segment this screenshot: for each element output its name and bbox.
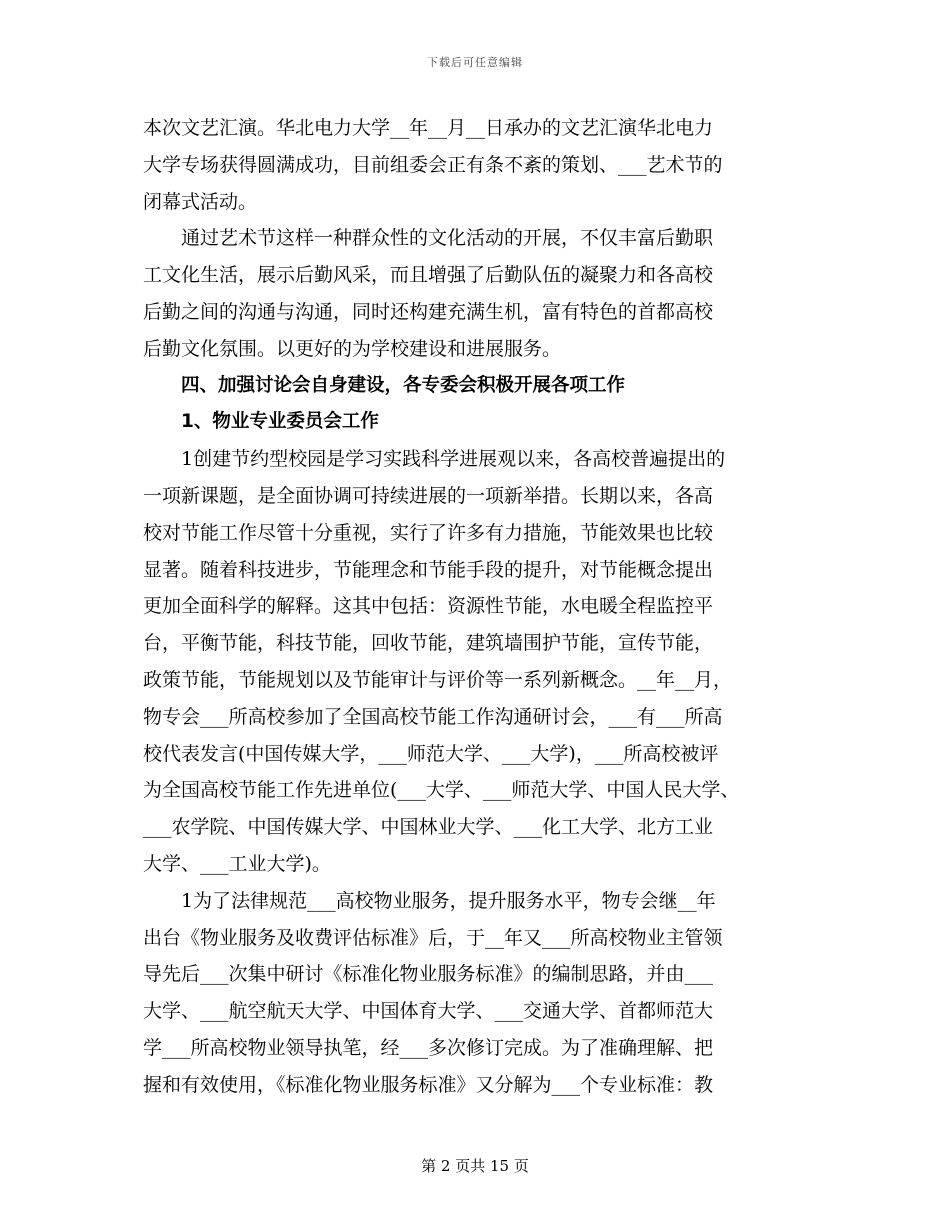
text-line: 出台《物业服务及收费评估标准》后，于__年又___所高校物业主管领: [143, 926, 723, 949]
text-line: 大学专场获得圆满成功，目前组委会正有条不紊的策划、___艺术节的: [143, 153, 723, 176]
text-line: 1为了法律规范___高校物业服务，提升服务水平，物专会继__年: [181, 889, 716, 912]
text-line: 物专会___所高校参加了全国高校节能工作沟通研讨会，___有___所高: [143, 705, 723, 728]
text-line: 为全国高校节能工作先进单位(___大学、___师范大学、中国人民大学、: [143, 779, 740, 802]
text-line: 本次文艺汇演。华北电力大学__年__月__日承办的文艺汇演华北电力: [143, 117, 714, 139]
text-line: 大学、___航空航天大学、中国体育大学、___交通大学、首都师范大: [143, 1000, 714, 1023]
text-line: 校对节能工作尽管十分重视，实行了许多有力措施，节能效果也比较: [143, 521, 714, 544]
section-heading: 1、物业专业委员会工作: [181, 411, 379, 433]
text-line: 后勤之间的沟通与沟通，同时还构建充满生机，富有特色的首都高校: [143, 300, 714, 323]
text-line: 大学、___工业大学)。: [143, 852, 331, 875]
page-header: 下载后可任意编辑: [427, 56, 523, 69]
text-line: 更加全面科学的解释。这其中包括：资源性节能，水电暖全程监控平: [143, 595, 714, 618]
text-line: 握和有效使用，《标准化物业服务标准》又分解为___个专业标准：教: [143, 1073, 714, 1096]
text-line: 校代表发言(中国传媒大学，___师范大学、___大学)，___所高校被评: [143, 742, 719, 765]
text-line: 工文化生活，展示后勤风采，而且增强了后勤队伍的凝聚力和各高校: [143, 264, 714, 287]
text-line: 显著。随着科技进步，节能理念和节能手段的提升，对节能概念提出: [143, 558, 714, 581]
text-line: 闭幕式活动。: [143, 190, 258, 213]
text-line: 台，平衡节能，科技节能，回收节能，建筑墙围护节能，宣传节能，: [143, 632, 714, 655]
text-line: 通过艺术节这样一种群众性的文化活动的开展，不仅丰富后勤职: [181, 227, 714, 250]
text-line: 一项新课题，是全面协调可持续进展的一项新举措。长期以来，各高: [143, 484, 714, 507]
text-line: 后勤文化氛围。以更好的为学校建设和进展服务。: [143, 337, 562, 360]
text-line: 导先后___次集中研讨《标准化物业服务标准》的编制思路，并由___: [143, 963, 714, 986]
text-line: ___农学院、中国传媒大学、中国林业大学、___化工大学、北方工业: [143, 816, 714, 839]
page-footer: 第 2 页共 15 页: [421, 1157, 529, 1175]
text-line: 政策节能，节能规划以及节能审计与评价等一系列新概念。__年__月，: [143, 668, 733, 691]
text-line: 学___所高校物业领导执笔，经___多次修订完成。为了准确理解、把: [143, 1036, 714, 1059]
section-heading: 四、加强讨论会自身建设，各专委会积极开展各项工作: [181, 374, 626, 396]
text-line: 1创建节约型校园是学习实践科学进展观以来，各高校普遍提出的: [181, 448, 726, 471]
document-body: [143, 110, 815, 1104]
